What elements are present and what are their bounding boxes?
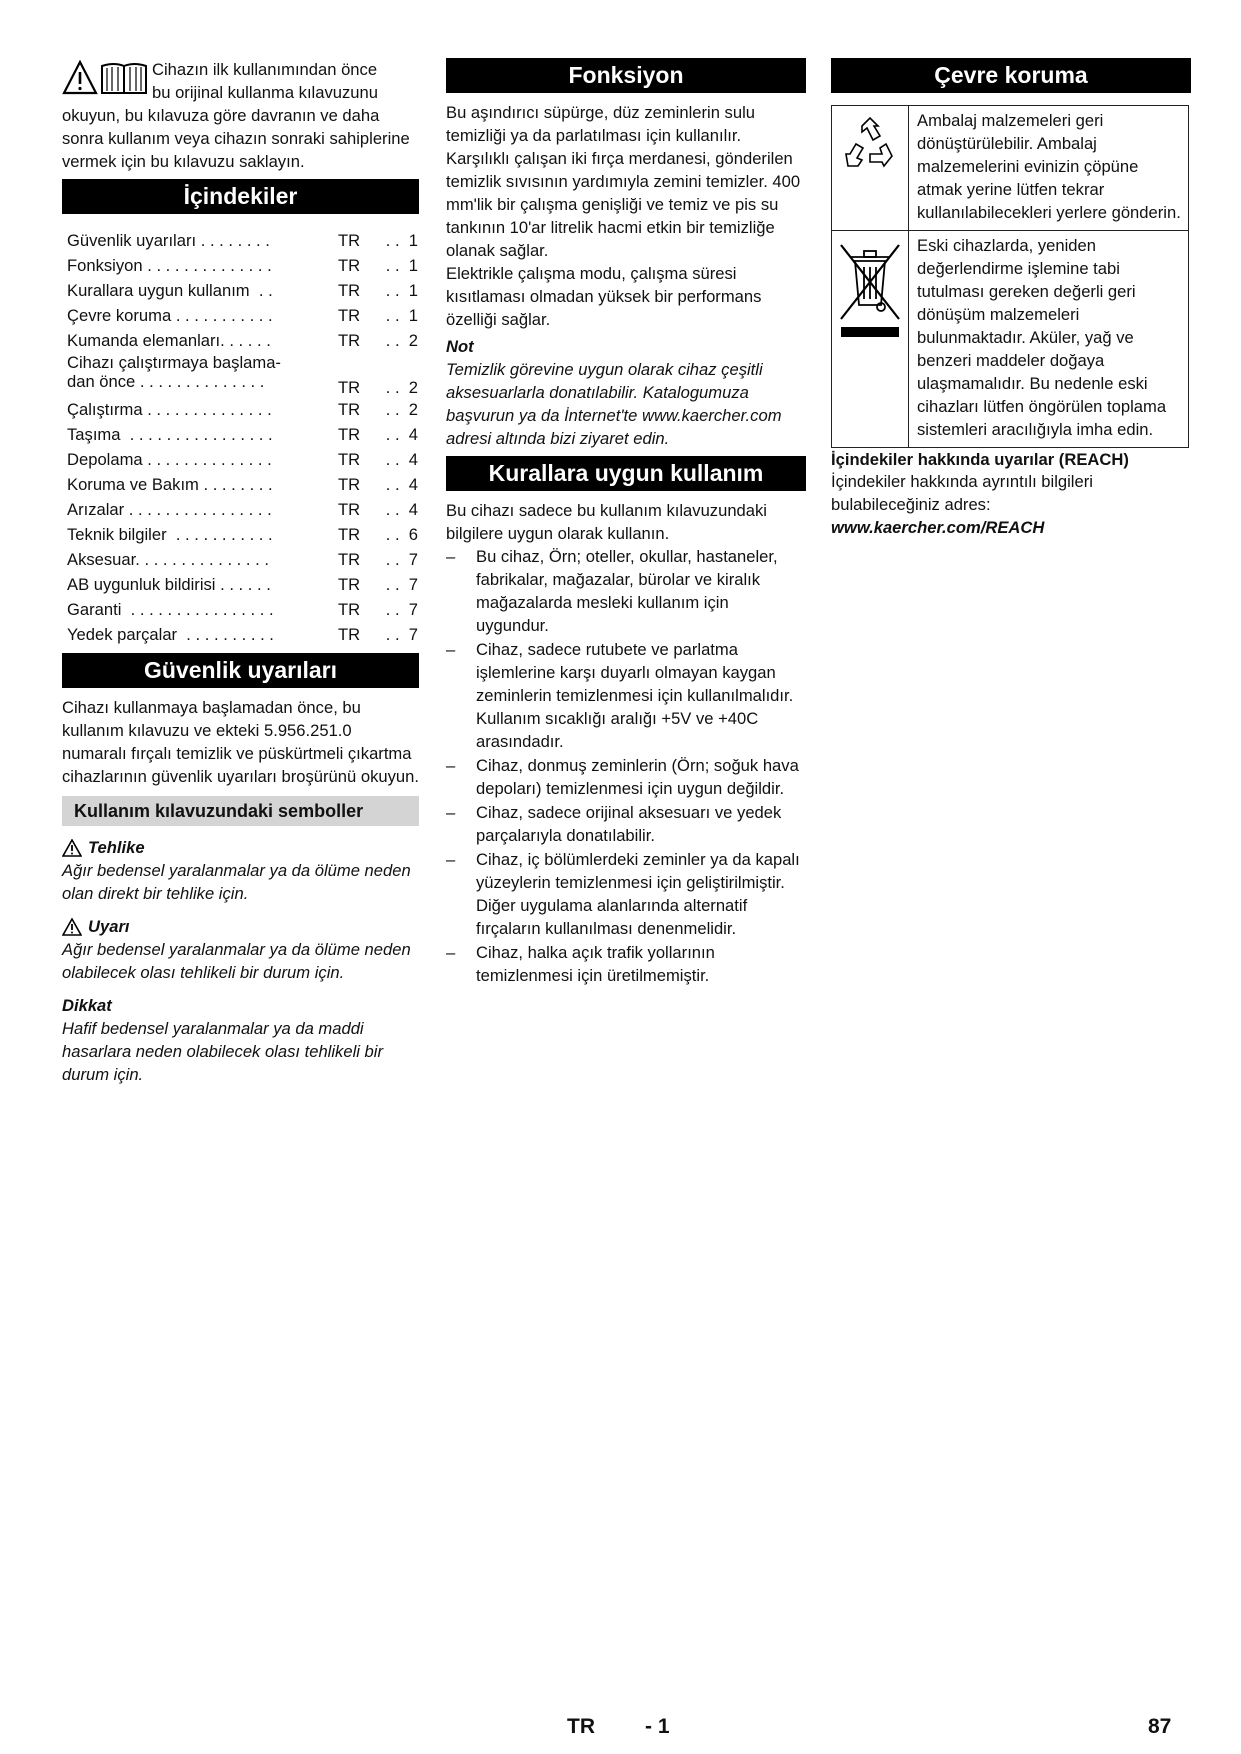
intro-line-1: Cihazın ilk kullanımından önce	[152, 60, 378, 79]
warning-text: Ağır bedensel yaralanmalar ya da ölüme neden olabilecek olası tehlikeli bir durum için.	[62, 940, 411, 982]
toc-row	[62, 353, 419, 397]
list-item: – Cihaz, sadece orijinal aksesuarı ve yedek parçalarıyla donatılabilir.	[446, 801, 806, 847]
warning-label-row	[62, 915, 419, 938]
note-label: Not	[446, 337, 474, 356]
toc-lang: TR	[338, 475, 361, 494]
toc-lang: TR	[338, 550, 361, 569]
list-item	[446, 638, 806, 753]
toc-page: . . 7	[385, 575, 418, 594]
reach-url: www.kaercher.com/REACH	[831, 518, 1045, 537]
toc-title: Koruma ve Bakım . . . . . . . .	[67, 475, 273, 494]
table-row	[832, 106, 1189, 231]
caution-label-row	[62, 994, 419, 1017]
footer-language: TR	[567, 1715, 595, 1738]
toc-title	[67, 353, 332, 397]
intro-block	[62, 58, 419, 173]
toc-page: . . 7	[385, 600, 418, 619]
toc-page: . . 6	[385, 525, 418, 544]
safety-text: Cihazı kullanmaya başlamadan önce, bu kullanım kılavuzu ve ekteki 5.956.251.0 numaralı fırçalı temizlik ve püskürtmeli çıkartma cihazlarının güvenlik uyarıları broşürünü okuyun.	[62, 698, 419, 786]
safety-heading: Güvenlik uyarıları	[62, 653, 419, 688]
toc-page: . . 7	[385, 550, 418, 569]
warning-label: Uyarı	[88, 917, 130, 936]
symbols-heading: Kullanım kılavuzundaki semboller	[62, 796, 419, 826]
toc-title: Taşıma . . . . . . . . . . . . . . . .	[67, 425, 273, 444]
toc-lang: TR	[338, 281, 361, 300]
reach-text: İçindekiler hakkında ayrıntılı bilgileri bulabileceğiniz adres:	[831, 472, 1093, 514]
toc-row	[62, 547, 419, 572]
weee-text: Eski cihazlarda, yeniden değerlendirme işlemine tabi tutulması gereken değerli geri dönüşüm malzemeleri bulunmaktadır. Aküler, yağ ve benzeri maddeler doğaya ulaşmamalıdır. Bu nedenle eski cihazları lütfen öngörülen toplama sistemleri aracılığıyla imha edin.	[909, 231, 1189, 448]
toc-title: Yedek parçalar . . . . . . . . . .	[67, 625, 274, 644]
recycle-icon	[840, 114, 900, 184]
toc-title: Çalıştırma . . . . . . . . . . . . . .	[67, 400, 272, 419]
list-item-extra: Kullanım sıcaklığı aralığı +5V ve +40C arasındadır.	[476, 709, 759, 751]
toc-row	[62, 447, 419, 472]
toc-row	[62, 497, 419, 522]
toc-title: Teknik bilgiler . . . . . . . . . . .	[67, 525, 273, 544]
toc-heading: İçindekiler	[62, 179, 419, 214]
toc-title: Depolama . . . . . . . . . . . . . .	[67, 450, 272, 469]
table-of-contents	[62, 228, 419, 647]
toc-title-line: Cihazı çalıştırmaya başlama-	[67, 353, 281, 372]
toc-lang: TR	[338, 231, 361, 250]
toc-title: Çevre koruma . . . . . . . . . . .	[67, 306, 273, 325]
toc-page: . . 4	[385, 475, 418, 494]
environment-table	[831, 105, 1189, 448]
middle-column	[446, 58, 806, 988]
intro-line-2: bu orijinal kullanma kılavuzunu	[152, 83, 378, 102]
note-text: Temizlik görevine uygun olarak cihaz çeşitli aksesuarlarla donatılabilir. Katalogumuza başvurun ya da İnternet'te www.kaercher.com adresi altında bizi ziyaret edin.	[446, 360, 782, 448]
toc-title: Güvenlik uyarıları . . . . . . . .	[67, 231, 270, 250]
left-column	[62, 58, 419, 1086]
toc-title: Kurallara uygun kullanım . .	[67, 281, 273, 300]
environment-heading: Çevre koruma	[831, 58, 1191, 93]
caution-text: Hafif bedensel yaralanmalar ya da maddi hasarlara neden olabilecek olası tehlikeli bir durum için.	[62, 1019, 384, 1084]
intended-use-list	[446, 545, 806, 987]
toc-page: . . 4	[385, 425, 418, 444]
toc-page: . . 2	[385, 331, 418, 350]
toc-title: Kumanda elemanları. . . . . .	[67, 331, 271, 350]
toc-page: . . 1	[385, 281, 418, 300]
list-item: – Cihaz, iç bölümlerdeki zeminler ya da kapalı yüzeylerin temizlenmesi için geliştirilmiştir. Diğer uygulama alanlarında alternatif fırçaların kullanılması denenmelidir.	[446, 848, 806, 940]
reach-heading: İçindekiler hakkında uyarılar (REACH)	[831, 450, 1129, 469]
footer-page-number: 87	[1148, 1715, 1172, 1738]
table-row	[832, 231, 1189, 448]
danger-label: Tehlike	[88, 838, 145, 857]
toc-row	[62, 422, 419, 447]
toc-row	[62, 622, 419, 647]
toc-lang: TR	[338, 425, 361, 444]
toc-title: Arızalar . . . . . . . . . . . . . . . .	[67, 500, 272, 519]
caution-label: Dikkat	[62, 996, 112, 1015]
warning-book-icon	[62, 60, 148, 96]
toc-row	[62, 472, 419, 497]
toc-row	[62, 597, 419, 622]
toc-lang: TR	[338, 525, 361, 544]
toc-lang: TR	[338, 378, 361, 397]
function-p2: Elektrikle çalışma modu, çalışma süresi kısıtlaması olmadan yüksek bir performans özelliği sağlar.	[446, 264, 762, 329]
toc-lang: TR	[338, 575, 361, 594]
toc-lang: TR	[338, 306, 361, 325]
warning-triangle-icon	[62, 918, 82, 936]
list-item: – Cihaz, donmuş zeminlerin (Örn; soğuk hava depoları) temizlenmesi için uygun değildir.	[446, 754, 806, 800]
toc-page: . . 4	[385, 500, 418, 519]
intended-use-intro: Bu cihazı sadece bu kullanım kılavuzundaki bilgilere uygun olarak kullanın.	[446, 501, 767, 543]
toc-row	[62, 397, 419, 422]
toc-title: Fonksiyon . . . . . . . . . . . . . .	[67, 256, 272, 275]
crossed-bin-icon	[837, 239, 903, 339]
toc-row	[62, 278, 419, 303]
toc-title: AB uygunluk bildirisi . . . . . .	[67, 575, 271, 594]
toc-page: . . 1	[385, 256, 418, 275]
list-item: – Bu cihaz, Örn; oteller, okullar, hastaneler, fabrikalar, mağazalar, bürolar ve kiralık mağazalarda mesleki kullanım için uygundur.	[446, 545, 806, 637]
toc-row	[62, 572, 419, 597]
list-item-text: Cihaz, sadece rutubete ve parlatma işlemlerine karşı duyarlı olmayan kaygan zeminlerin temizlenmesi için kullanılmalıdır.	[476, 640, 794, 705]
toc-page: . . 1	[385, 231, 418, 250]
toc-row	[62, 303, 419, 328]
toc-lang: TR	[338, 331, 361, 350]
danger-label-row	[62, 836, 419, 859]
toc-title: Garanti . . . . . . . . . . . . . . . .	[67, 600, 274, 619]
warning-triangle-icon	[62, 839, 82, 857]
toc-lang: TR	[338, 400, 361, 419]
toc-page: . . 1	[385, 306, 418, 325]
toc-page: . . 7	[385, 625, 418, 644]
toc-row	[62, 328, 419, 353]
danger-text: Ağır bedensel yaralanmalar ya da ölüme neden olan direkt bir tehlike için.	[62, 861, 411, 903]
toc-lang: TR	[338, 450, 361, 469]
intro-rest: okuyun, bu kılavuza göre davranın ve daha sonra kullanım veya cihazın sonraki sahiplerine vermek için bu kılavuzu saklayın.	[62, 106, 410, 171]
toc-page: . . 4	[385, 450, 418, 469]
toc-title-line: dan önce . . . . . . . . . . . . . .	[67, 372, 265, 391]
list-item: – Cihaz, halka açık trafik yollarının temizlenmesi için üretilmemiştir.	[446, 941, 806, 987]
footer-section: - 1	[645, 1715, 670, 1738]
toc-title: Aksesuar. . . . . . . . . . . . . . .	[67, 550, 269, 569]
right-column	[831, 58, 1191, 539]
toc-row	[62, 253, 419, 278]
recycle-text: Ambalaj malzemeleri geri dönüştürülebilir. Ambalaj malzemelerini evinizin çöpüne atmak yerine lütfen tekrar kullanılabilecekleri yerlere gönderin.	[909, 106, 1189, 231]
toc-lang: TR	[338, 256, 361, 275]
toc-page: . . 2	[385, 378, 418, 397]
intended-use-heading: Kurallara uygun kullanım	[446, 456, 806, 491]
function-heading: Fonksiyon	[446, 58, 806, 93]
toc-lang: TR	[338, 600, 361, 619]
function-p1: Bu aşındırıcı süpürge, düz zeminlerin sulu temizliği ya da parlatılması için kullanılır. Karşılıklı çalışan iki fırça merdanesi, gönderilen temizlik sıvısının yardımıyla zemini temizler. 400 mm'lik bir çalışma genişliği ve temiz ve pis su tankının 10'ar litrelik hacmi etkin bir temizliğe olanak sağlar.	[446, 103, 801, 260]
toc-row	[62, 228, 419, 253]
toc-row	[62, 522, 419, 547]
toc-lang: TR	[338, 625, 361, 644]
toc-page: . . 2	[385, 400, 418, 419]
toc-lang: TR	[338, 500, 361, 519]
